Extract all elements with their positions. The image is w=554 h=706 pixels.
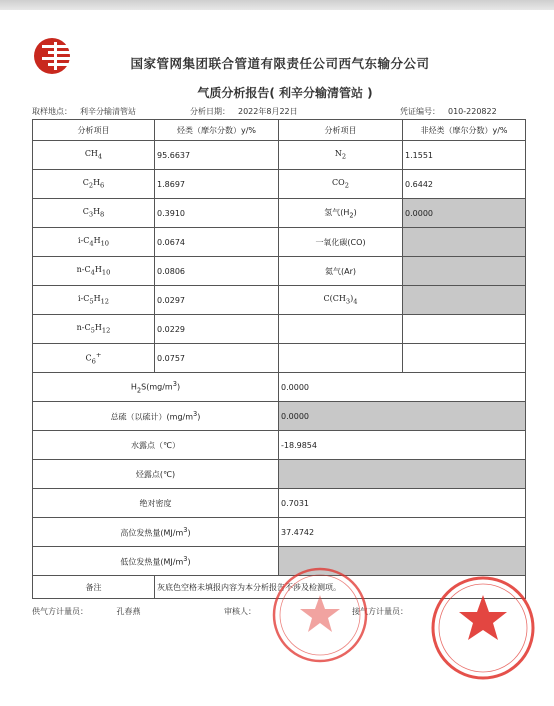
- non-hydrocarbon-item: 氢气$(H_2)$: [279, 199, 403, 228]
- certificate-number: [400, 106, 497, 117]
- header-cell: 烃类（摩尔分数）y/%: [155, 120, 279, 141]
- hydrocarbon-item: $C_6^+$: [33, 344, 155, 373]
- receiver-metrologist: [352, 606, 408, 617]
- property-label: 高位发热量$(MJ/m^3)$: [33, 518, 279, 547]
- remark-row: [33, 576, 526, 599]
- property-label: 水露点（℃）: [33, 431, 279, 460]
- reviewer: [224, 606, 256, 617]
- hydrocarbon-value: 0.0229: [155, 315, 279, 344]
- sampling-site: [32, 106, 136, 117]
- remark-label: 备注: [33, 576, 155, 599]
- gas-analysis-table: [32, 119, 526, 599]
- hydrocarbon-value: 0.3910: [155, 199, 279, 228]
- non-hydrocarbon-value: [403, 315, 526, 344]
- component-row: [33, 228, 526, 257]
- property-value: -18.9854: [279, 431, 526, 460]
- hydrocarbon-item: $n-C_5H_{12}$: [33, 315, 155, 344]
- reviewer-label: 审核人：: [224, 607, 256, 616]
- property-value: [279, 460, 526, 489]
- company-name: 国家管网集团联合管道有限责任公司西气东输分公司: [130, 56, 430, 71]
- non-hydrocarbon-item: [279, 344, 403, 373]
- non-hydrocarbon-value: [403, 257, 526, 286]
- remark-text: 灰底色空格未填报内容为本分析报告不涉及检测项。: [155, 576, 526, 599]
- property-row: [33, 431, 526, 460]
- property-value: 0.7031: [279, 489, 526, 518]
- sampling-site-value: 利辛分输清管站: [80, 107, 136, 116]
- property-label: 低位发热量$(MJ/m^3)$: [33, 547, 279, 576]
- non-hydrocarbon-item: [279, 315, 403, 344]
- component-row: [33, 199, 526, 228]
- property-value: 0.0000: [279, 402, 526, 431]
- property-row: [33, 518, 526, 547]
- hydrocarbon-value: 0.0806: [155, 257, 279, 286]
- analysis-date-label: 分析日期：: [190, 107, 230, 116]
- component-row: [33, 315, 526, 344]
- certificate-number-label: 凭证编号：: [400, 107, 440, 116]
- non-hydrocarbon-value: 0.0000: [403, 199, 526, 228]
- certificate-number-value: 010-220822: [448, 107, 497, 116]
- non-hydrocarbon-value: [403, 228, 526, 257]
- non-hydrocarbon-value: [403, 286, 526, 315]
- pipechina-logo-icon: [32, 36, 82, 76]
- supplier-name: 孔春燕: [116, 607, 141, 616]
- non-hydrocarbon-item: $N_2$: [279, 141, 403, 170]
- analysis-date-value: 2022年8月22日: [238, 107, 298, 116]
- hydrocarbon-value: 95.6637: [155, 141, 279, 170]
- hydrocarbon-item: $C_2H_6$: [33, 170, 155, 199]
- component-row: [33, 257, 526, 286]
- hydrocarbon-item: $CH_4$: [33, 141, 155, 170]
- header-cell: 非烃类（摩尔分数）y/%: [403, 120, 526, 141]
- hydrocarbon-value: 0.0297: [155, 286, 279, 315]
- non-hydrocarbon-value: 0.6442: [403, 170, 526, 199]
- supplier-metrologist: [32, 606, 141, 617]
- hydrocarbon-item: $i-C_4H_{10}$: [33, 228, 155, 257]
- hydrocarbon-value: 1.8697: [155, 170, 279, 199]
- property-row: [33, 489, 526, 518]
- non-hydrocarbon-value: [403, 344, 526, 373]
- property-row: [33, 402, 526, 431]
- non-hydrocarbon-item: $C(CH_3)_4$: [279, 286, 403, 315]
- non-hydrocarbon-value: 1.1551: [403, 141, 526, 170]
- supplier-label: 供气方计量员：: [32, 607, 88, 616]
- property-label: 总硫（以硫计）$(mg/m^3)$: [33, 402, 279, 431]
- property-label: $H_2S(mg/m^3)$: [33, 373, 279, 402]
- property-value: 37.4742: [279, 518, 526, 547]
- property-row: [33, 460, 526, 489]
- property-label: 烃露点(℃): [33, 460, 279, 489]
- property-row: [33, 373, 526, 402]
- non-hydrocarbon-item: 氦气(Ar): [279, 257, 403, 286]
- header-cell: 分析项目: [33, 120, 155, 141]
- window-top-bar: [0, 0, 554, 10]
- header-cell: 分析项目: [279, 120, 403, 141]
- hydrocarbon-item: $C_3H_8$: [33, 199, 155, 228]
- table-header-row: [33, 120, 526, 141]
- hydrocarbon-value: 0.0674: [155, 228, 279, 257]
- hydrocarbon-value: 0.0757: [155, 344, 279, 373]
- hydrocarbon-item: $i-C_5H_{12}$: [33, 286, 155, 315]
- property-label: 绝对密度: [33, 489, 279, 518]
- non-hydrocarbon-item: $CO_2$: [279, 170, 403, 199]
- component-row: [33, 141, 526, 170]
- component-row: [33, 344, 526, 373]
- component-row: [33, 170, 526, 199]
- sampling-site-label: 取样地点：: [32, 107, 72, 116]
- property-row: [33, 547, 526, 576]
- component-row: [33, 286, 526, 315]
- property-value: 0.0000: [279, 373, 526, 402]
- receiver-label: 接气方计量员：: [352, 607, 408, 616]
- non-hydrocarbon-item: 一氧化碳(CO): [279, 228, 403, 257]
- analysis-date: [190, 106, 298, 117]
- report-title: 气质分析报告( 利辛分输清管站 ): [197, 86, 373, 100]
- property-value: [279, 547, 526, 576]
- hydrocarbon-item: $n-C_4H_{10}$: [33, 257, 155, 286]
